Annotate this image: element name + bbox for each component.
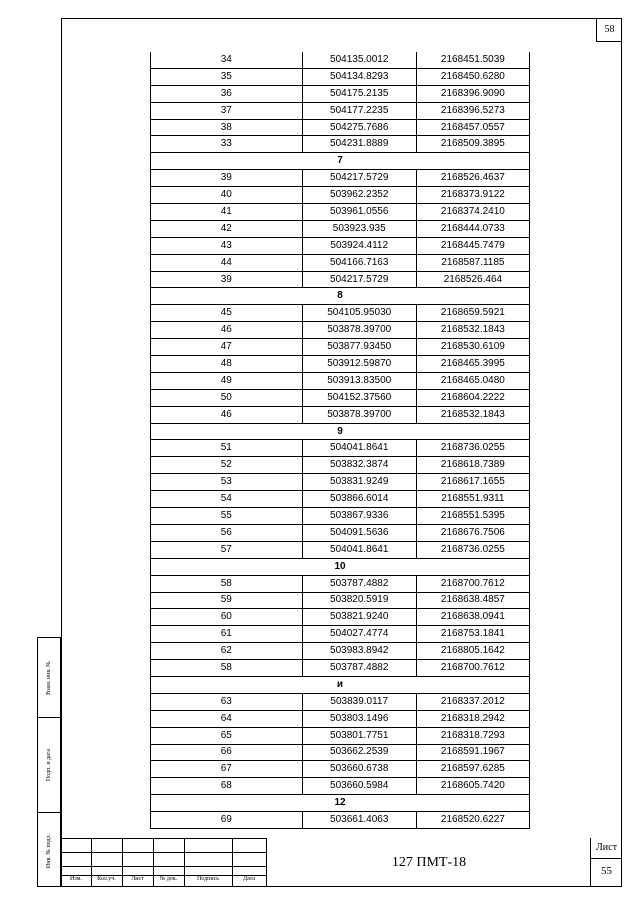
table-row — [151, 609, 530, 626]
table-row — [151, 204, 530, 221]
x-coordinate: 503801.7751 — [302, 727, 416, 744]
point-number: 65 — [151, 727, 303, 744]
point-number: 54 — [151, 491, 303, 508]
tb-label-data: Дата — [243, 876, 255, 882]
x-coordinate: 503662.2539 — [302, 744, 416, 761]
x-coordinate: 504091.5636 — [302, 524, 416, 541]
side-cell-inv-podl — [38, 813, 60, 888]
point-number: 35 — [151, 68, 303, 85]
table-row — [151, 85, 530, 102]
x-coordinate: 503924.4112 — [302, 237, 416, 254]
point-number: 49 — [151, 372, 303, 389]
table-row — [151, 710, 530, 727]
table-row — [151, 592, 530, 609]
y-coordinate: 2168676.7506 — [416, 524, 529, 541]
y-coordinate: 2168700.7612 — [416, 660, 529, 677]
sheet-cell — [590, 838, 622, 887]
table-row — [151, 170, 530, 187]
table-row — [151, 254, 530, 271]
x-coordinate: 503923.935 — [302, 220, 416, 237]
table-row — [151, 305, 530, 322]
y-coordinate: 2168373.9122 — [416, 187, 529, 204]
point-number: 43 — [151, 237, 303, 254]
x-coordinate: 504275.7686 — [302, 119, 416, 136]
x-coordinate: 503877.93450 — [302, 339, 416, 356]
table-row — [151, 372, 530, 389]
x-coordinate: 503821.9240 — [302, 609, 416, 626]
y-coordinate: 2168444.0733 — [416, 220, 529, 237]
point-number: 58 — [151, 575, 303, 592]
x-coordinate: 504041.8641 — [302, 440, 416, 457]
table-row — [151, 660, 530, 677]
y-coordinate: 2168605.7420 — [416, 778, 529, 795]
x-coordinate: 503832.3874 — [302, 457, 416, 474]
point-number: 37 — [151, 102, 303, 119]
group-label: 10 — [151, 558, 530, 575]
table-row — [151, 693, 530, 710]
y-coordinate: 2168591.1967 — [416, 744, 529, 761]
x-coordinate: 503831.9249 — [302, 474, 416, 491]
x-coordinate: 503820.5919 — [302, 592, 416, 609]
y-coordinate: 2168526.464 — [416, 271, 529, 288]
y-coordinate: 2168617.1655 — [416, 474, 529, 491]
table-row — [151, 744, 530, 761]
y-coordinate: 2168396.9090 — [416, 85, 529, 102]
y-coordinate: 2168551.5395 — [416, 508, 529, 525]
table-row — [151, 457, 530, 474]
group-header-row — [151, 423, 530, 440]
table-row — [151, 541, 530, 558]
point-number: 39 — [151, 271, 303, 288]
x-coordinate: 504152.37560 — [302, 389, 416, 406]
y-coordinate: 2168337.2012 — [416, 693, 529, 710]
table-row — [151, 322, 530, 339]
x-coordinate: 504166.7163 — [302, 254, 416, 271]
table-row — [151, 339, 530, 356]
x-coordinate: 503912.59870 — [302, 356, 416, 373]
y-coordinate: 2168597.6285 — [416, 761, 529, 778]
x-coordinate: 504217.5729 — [302, 170, 416, 187]
table-row — [151, 727, 530, 744]
y-coordinate: 2168465.0480 — [416, 372, 529, 389]
page-number: 58 — [596, 18, 622, 42]
table-row — [151, 220, 530, 237]
x-coordinate: 503660.6738 — [302, 761, 416, 778]
table-row — [151, 491, 530, 508]
y-coordinate: 2168753.1841 — [416, 626, 529, 643]
y-coordinate: 2168618.7389 — [416, 457, 529, 474]
table-row — [151, 440, 530, 457]
x-coordinate: 503983.8942 — [302, 643, 416, 660]
point-number: 34 — [151, 52, 303, 68]
group-header-row — [151, 676, 530, 693]
point-number: 60 — [151, 609, 303, 626]
y-coordinate: 2168805.1642 — [416, 643, 529, 660]
side-label-inv-zam: Взам. инв. № — [46, 660, 52, 695]
table-row — [151, 406, 530, 423]
point-number: 52 — [151, 457, 303, 474]
x-coordinate: 504105.95030 — [302, 305, 416, 322]
side-cell-inv-zam — [38, 638, 60, 718]
point-number: 59 — [151, 592, 303, 609]
point-number: 58 — [151, 660, 303, 677]
point-number: 44 — [151, 254, 303, 271]
point-number: 39 — [151, 170, 303, 187]
table-row — [151, 643, 530, 660]
x-coordinate: 503878.39700 — [302, 322, 416, 339]
point-number: 38 — [151, 119, 303, 136]
point-number: 45 — [151, 305, 303, 322]
x-coordinate: 503961.0556 — [302, 204, 416, 221]
point-number: 69 — [151, 812, 303, 829]
table-row — [151, 778, 530, 795]
table-row — [151, 119, 530, 136]
x-coordinate: 504177.2235 — [302, 102, 416, 119]
point-number: 46 — [151, 406, 303, 423]
x-coordinate: 503839.0117 — [302, 693, 416, 710]
point-number: 42 — [151, 220, 303, 237]
table-row — [151, 271, 530, 288]
title-block — [61, 838, 622, 887]
table-row — [151, 524, 530, 541]
point-number: 50 — [151, 389, 303, 406]
point-number: 61 — [151, 626, 303, 643]
point-number: 68 — [151, 778, 303, 795]
tb-label-list: Лист — [131, 876, 144, 882]
y-coordinate: 2168532.1843 — [416, 406, 529, 423]
y-coordinate: 2168638.0941 — [416, 609, 529, 626]
x-coordinate: 503962.2352 — [302, 187, 416, 204]
point-number: 64 — [151, 710, 303, 727]
x-coordinate: 503867.9336 — [302, 508, 416, 525]
point-number: 46 — [151, 322, 303, 339]
point-number: 66 — [151, 744, 303, 761]
coordinates-table — [150, 52, 530, 829]
table-row — [151, 575, 530, 592]
table-row — [151, 508, 530, 525]
point-number: 67 — [151, 761, 303, 778]
x-coordinate: 504041.8641 — [302, 541, 416, 558]
point-number: 40 — [151, 187, 303, 204]
y-coordinate: 2168604.2222 — [416, 389, 529, 406]
y-coordinate: 2168520.6227 — [416, 812, 529, 829]
tb-label-izm: Изм. — [70, 876, 82, 882]
table-row — [151, 237, 530, 254]
x-coordinate: 504135.0012 — [302, 52, 416, 68]
side-label-podp-data: Подп. и дата — [46, 748, 52, 782]
x-coordinate: 504175.2135 — [302, 85, 416, 102]
table-row — [151, 136, 530, 153]
group-label: 9 — [151, 423, 530, 440]
y-coordinate: 2168659.5921 — [416, 305, 529, 322]
y-coordinate: 2168551.9311 — [416, 491, 529, 508]
y-coordinate: 2168700.7612 — [416, 575, 529, 592]
point-number: 62 — [151, 643, 303, 660]
y-coordinate: 2168736.0255 — [416, 440, 529, 457]
y-coordinate: 2168445.7479 — [416, 237, 529, 254]
point-number: 57 — [151, 541, 303, 558]
y-coordinate: 2168509.3895 — [416, 136, 529, 153]
table-row — [151, 761, 530, 778]
point-number: 47 — [151, 339, 303, 356]
group-header-row — [151, 288, 530, 305]
table-row — [151, 68, 530, 85]
point-number: 33 — [151, 136, 303, 153]
x-coordinate: 504231.8889 — [302, 136, 416, 153]
x-coordinate: 503660.5984 — [302, 778, 416, 795]
y-coordinate: 2168532.1843 — [416, 322, 529, 339]
x-coordinate: 503878.39700 — [302, 406, 416, 423]
point-number: 53 — [151, 474, 303, 491]
point-number: 48 — [151, 356, 303, 373]
y-coordinate: 2168318.7293 — [416, 727, 529, 744]
y-coordinate: 2168457.0557 — [416, 119, 529, 136]
y-coordinate: 2168465.3995 — [416, 356, 529, 373]
point-number: 63 — [151, 693, 303, 710]
point-number: 36 — [151, 85, 303, 102]
tb-label-n-dok: № док. — [159, 876, 178, 882]
x-coordinate: 503787.4882 — [302, 575, 416, 592]
table-row — [151, 102, 530, 119]
x-coordinate: 503866.6014 — [302, 491, 416, 508]
y-coordinate: 2168587.1185 — [416, 254, 529, 271]
side-cell-podp-data — [38, 718, 60, 813]
table-row — [151, 52, 530, 68]
sheet-number: 55 — [601, 865, 612, 877]
side-stamp — [37, 637, 61, 887]
y-coordinate: 2168396.5273 — [416, 102, 529, 119]
table-row — [151, 626, 530, 643]
table-row — [151, 474, 530, 491]
side-label-inv-podl: Инв. № подл. — [46, 833, 52, 868]
y-coordinate: 2168451.5039 — [416, 52, 529, 68]
y-coordinate: 2168530.6109 — [416, 339, 529, 356]
point-number: 51 — [151, 440, 303, 457]
y-coordinate: 2168450.6280 — [416, 68, 529, 85]
group-label: и — [151, 676, 530, 693]
x-coordinate: 503661.4063 — [302, 812, 416, 829]
group-header-row — [151, 795, 530, 812]
y-coordinate: 2168374.2410 — [416, 204, 529, 221]
x-coordinate: 503803.1496 — [302, 710, 416, 727]
point-number: 56 — [151, 524, 303, 541]
group-label: 8 — [151, 288, 530, 305]
y-coordinate: 2168736.0255 — [416, 541, 529, 558]
y-coordinate: 2168526.4637 — [416, 170, 529, 187]
group-label: 7 — [151, 153, 530, 170]
group-label: 12 — [151, 795, 530, 812]
x-coordinate: 504027.4774 — [302, 626, 416, 643]
table-row — [151, 389, 530, 406]
x-coordinate: 504134.8293 — [302, 68, 416, 85]
table-row — [151, 187, 530, 204]
table-row — [151, 812, 530, 829]
y-coordinate: 2168638.4857 — [416, 592, 529, 609]
point-number: 55 — [151, 508, 303, 525]
table-row — [151, 356, 530, 373]
tb-label-kol-uch: Кол.уч. — [97, 876, 116, 882]
sheet-label: Лист — [596, 842, 617, 853]
point-number: 41 — [151, 204, 303, 221]
x-coordinate: 504217.5729 — [302, 271, 416, 288]
y-coordinate: 2168318.2942 — [416, 710, 529, 727]
document-code: 127 ПМТ-18 — [266, 838, 591, 887]
group-header-row — [151, 558, 530, 575]
x-coordinate: 503913.83500 — [302, 372, 416, 389]
title-block-grid — [61, 838, 266, 887]
x-coordinate: 503787.4882 — [302, 660, 416, 677]
group-header-row — [151, 153, 530, 170]
tb-label-podpis: Подпись — [196, 876, 220, 882]
